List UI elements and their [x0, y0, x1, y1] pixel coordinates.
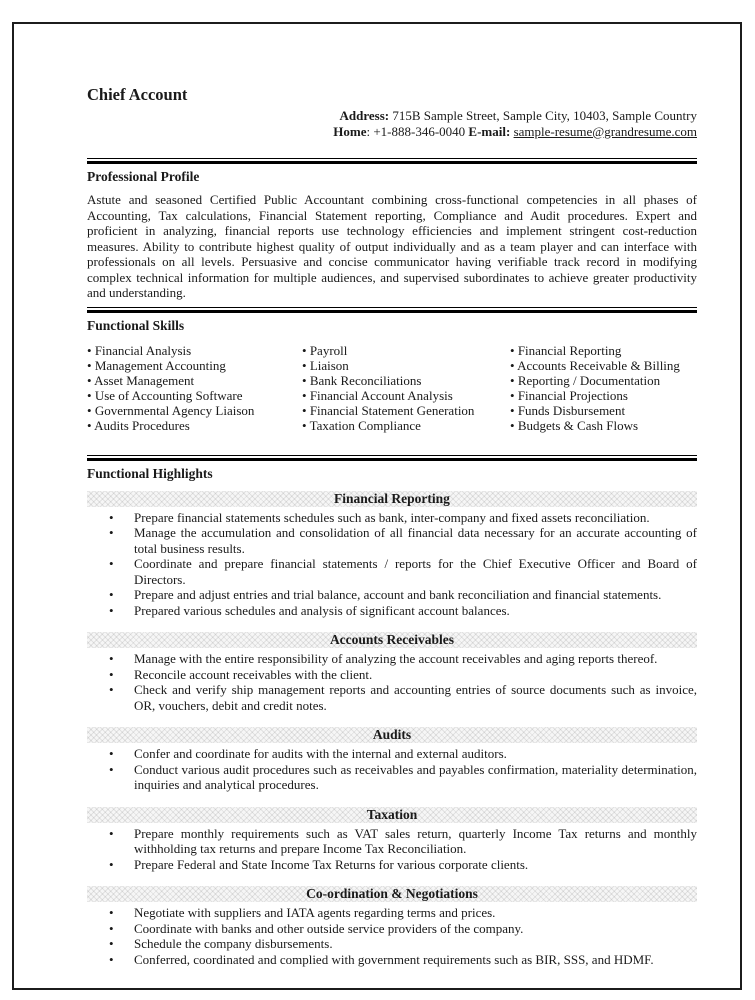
skill-label: Accounts Receivable & Billing: [517, 357, 680, 373]
list-item: [87, 857, 697, 873]
bullet-icon: [109, 525, 114, 541]
bullet-icon: [87, 403, 95, 418]
skill-item: [510, 373, 697, 388]
skill-label: Management Accounting: [94, 357, 226, 373]
list-item-text: Manage the accumulation and consolidation of all financial data necessary for an accurate accounting of total business results.: [134, 525, 697, 556]
skill-label: Reporting / Documentation: [517, 372, 661, 388]
list-item-text: Reconcile account receivables with the client.: [134, 666, 373, 682]
list-item-text: Manage with the entire responsibility of analyzing the account receivables and aging reports thereof.: [134, 651, 658, 666]
skill-item: [302, 418, 510, 433]
resume-content: [87, 84, 697, 981]
bullet-icon: [109, 587, 114, 603]
list-item: [87, 587, 697, 603]
list-item-text: Negotiate with suppliers and IATA agents regarding terms and prices.: [134, 905, 496, 920]
bullet-list: [87, 651, 697, 713]
list-item-text: Conduct various audit procedures such as receivables and payables confirmation, materiality determination, inquiries and analytical procedures.: [134, 761, 697, 792]
highlight-group-audits: [87, 727, 697, 793]
bullet-icon: [510, 388, 518, 403]
list-item: [87, 921, 697, 937]
list-item-text: Coordinate and prepare financial statements / reports for the Chief Executive Officer and Board of Directors.: [134, 556, 697, 587]
skill-label: Audits Procedures: [94, 417, 190, 433]
skill-label: Governmental Agency Liaison: [94, 402, 255, 418]
subsection-heading: Taxation: [87, 807, 697, 823]
subsection-heading: Co-ordination & Negotiations: [87, 886, 697, 902]
email-link[interactable]: sample-resume@grandresume.com: [513, 123, 697, 139]
highlight-group-taxation: [87, 807, 697, 873]
subsection-heading: Financial Reporting: [87, 491, 697, 507]
list-item: [87, 525, 697, 556]
list-item-text: Prepared various schedules and analysis of significant account balances.: [134, 602, 510, 618]
subsection-heading: Audits: [87, 727, 697, 743]
contact-address-line: [87, 108, 697, 124]
bullet-icon: [109, 762, 114, 778]
list-item-text: Schedule the company disbursements.: [134, 936, 333, 951]
skill-label: Payroll: [309, 342, 348, 358]
list-item-text: Confer and coordinate for audits with the internal and external auditors.: [134, 746, 507, 761]
bullet-icon: [109, 857, 114, 873]
highlight-group-financial-reporting: [87, 491, 697, 619]
skill-item: [302, 373, 510, 388]
bullet-icon: [302, 343, 310, 358]
skill-item: [510, 388, 697, 403]
skill-item: [87, 358, 302, 373]
list-item-text: Prepare financial statements schedules such as bank, inter-company and fixed assets reconciliation.: [134, 509, 650, 525]
bullet-icon: [87, 388, 95, 403]
skill-item: [302, 403, 510, 418]
section-divider: [87, 455, 697, 461]
list-item-text: Prepare and adjust entries and trial balance, account and bank reconciliation and financial statements.: [134, 587, 662, 602]
bullet-list: [87, 746, 697, 793]
list-item-text: Prepare monthly requirements such as VAT sales return, quarterly Income Tax returns and monthly withholding tax returns and prepare Income Tax Reconciliation.: [134, 825, 697, 856]
bullet-icon: [87, 358, 95, 373]
section-title-professional-profile: Professional Profile: [87, 169, 200, 184]
skill-label: Use of Accounting Software: [94, 387, 243, 403]
skill-label: Asset Management: [94, 372, 195, 388]
skills-column-2: [302, 343, 510, 433]
list-item: [87, 746, 697, 762]
list-item: [87, 682, 697, 713]
skill-item: [302, 388, 510, 403]
contact-info: [87, 108, 697, 139]
highlight-group-coordination-negotiations: [87, 886, 697, 967]
skill-label: Financial Account Analysis: [309, 387, 453, 403]
skill-label: Financial Statement Generation: [309, 402, 475, 418]
list-item: [87, 952, 697, 968]
address-value: 715B Sample Street, Sample City, 10403, Sample Country: [392, 108, 697, 123]
list-item: [87, 826, 697, 857]
list-item: [87, 936, 697, 952]
bullet-icon: [109, 952, 114, 968]
skills-columns: [87, 343, 697, 433]
bullet-list: [87, 905, 697, 967]
list-item-text: Coordinate with banks and other outside service providers of the company.: [134, 920, 524, 936]
list-item: [87, 556, 697, 587]
bullet-icon: [510, 418, 518, 433]
skill-item: [510, 343, 697, 358]
resume-page-border: [12, 22, 742, 990]
skill-item: [87, 403, 302, 418]
bullet-list: [87, 510, 697, 619]
bullet-icon: [87, 343, 95, 358]
skill-item: [510, 358, 697, 373]
bullet-icon: [302, 418, 310, 433]
bullet-icon: [109, 921, 114, 937]
section-divider: [87, 158, 697, 164]
bullet-icon: [109, 603, 114, 619]
list-item-text: Conferred, coordinated and complied with government requirements such as BIR, SSS, and HDMF.: [134, 951, 654, 967]
home-label: Home: [333, 123, 367, 139]
skills-column-3: [510, 343, 697, 433]
skill-label: Taxation Compliance: [309, 417, 421, 433]
bullet-list: [87, 826, 697, 873]
bullet-icon: [109, 905, 114, 921]
skill-label: Financial Projections: [517, 387, 628, 403]
email-label: E-mail:: [468, 123, 511, 139]
list-item: [87, 510, 697, 526]
bullet-icon: [510, 373, 518, 388]
list-item-text: Prepare Federal and State Income Tax Returns for various corporate clients.: [134, 856, 529, 872]
skill-label: Funds Disbursement: [517, 402, 626, 418]
contact-home-line: [87, 124, 697, 140]
skill-label: Bank Reconciliations: [309, 372, 422, 388]
list-item: [87, 905, 697, 921]
skill-item: [87, 373, 302, 388]
skill-item: [302, 358, 510, 373]
skill-item: [510, 403, 697, 418]
highlight-group-accounts-receivables: [87, 632, 697, 713]
skills-column-1: [87, 343, 302, 433]
list-item: [87, 762, 697, 793]
skill-item: [87, 418, 302, 433]
bullet-icon: [302, 373, 310, 388]
bullet-icon: [109, 667, 114, 683]
bullet-icon: [302, 403, 310, 418]
list-item-text: Check and verify ship management reports and accounting entries of source documents such as invoice, OR, vouchers, debit and credit notes.: [134, 682, 697, 713]
section-title-functional-skills: Functional Skills: [87, 317, 185, 333]
bullet-icon: [109, 651, 114, 667]
section-divider: [87, 307, 697, 313]
section-title-functional-highlights: Functional Highlights: [87, 465, 213, 481]
bullet-icon: [109, 682, 114, 698]
bullet-icon: [109, 936, 114, 952]
bullet-icon: [109, 746, 114, 762]
address-label: Address:: [339, 108, 390, 123]
bullet-icon: [510, 343, 518, 358]
bullet-icon: [109, 556, 114, 572]
bullet-icon: [302, 358, 310, 373]
page-title: Chief Account: [87, 85, 188, 104]
professional-profile-text: Astute and seasoned Certified Public Accountant combining cross-functional competencies in all phases of Accounting, Tax calculations, Financial Statement reporting, Compliance and Audit procedures. Expert and proficient in analyzing, financial reports use technology efficiencies and implement stringent cost-reduction measures. Ability to contribute highest quality of output individually and as a team player and can interface with professionals on all levels. Persuasive and concise communicator having verifiable track record in modifying complex technical information for multiple audiences, and supervised subordinates to achieve greater productivity and understanding.: [87, 192, 697, 300]
bullet-icon: [510, 403, 518, 418]
subsection-heading: Accounts Receivables: [87, 632, 697, 648]
skill-item: [302, 343, 510, 358]
skill-label: Financial Reporting: [517, 342, 622, 358]
bullet-icon: [302, 388, 310, 403]
list-item: [87, 667, 697, 683]
list-item: [87, 651, 697, 667]
home-value: : +1-888-346-0040: [366, 123, 466, 139]
skill-label: Budgets & Cash Flows: [517, 417, 639, 433]
list-item: [87, 603, 697, 619]
bullet-icon: [109, 510, 114, 526]
bullet-icon: [109, 826, 114, 842]
skill-item: [87, 343, 302, 358]
skill-label: Financial Analysis: [94, 342, 192, 358]
skill-item: [87, 388, 302, 403]
skill-label: Liaison: [309, 357, 349, 373]
skill-item: [510, 418, 697, 433]
